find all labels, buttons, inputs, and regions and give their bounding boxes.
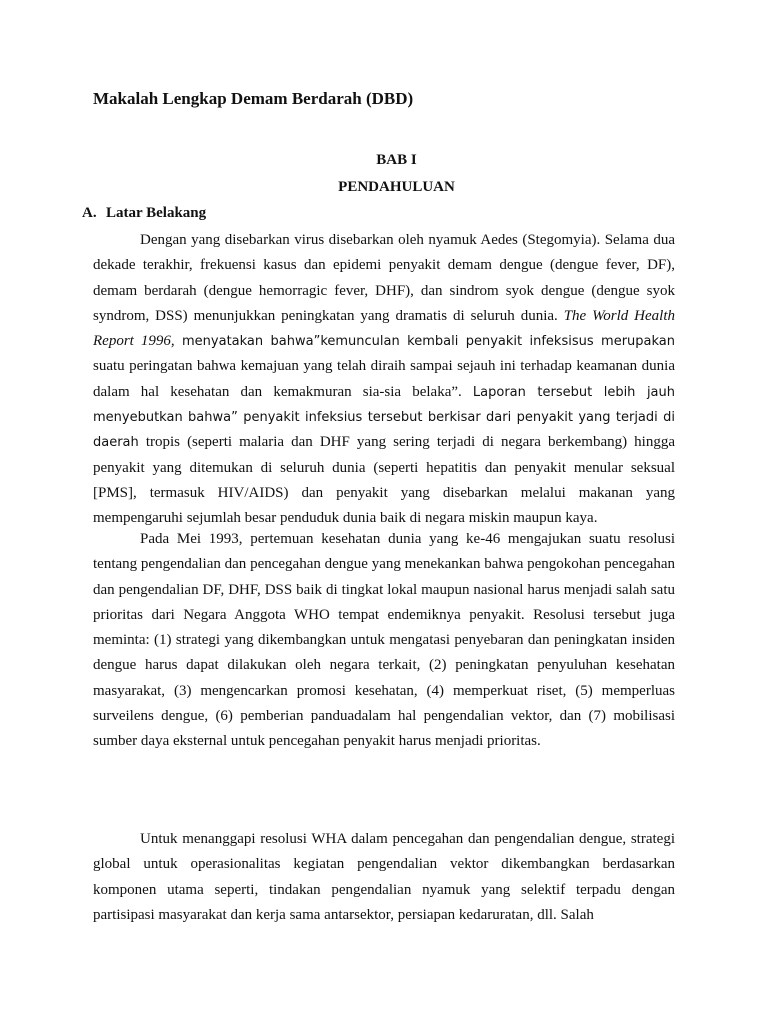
- chapter-number: BAB I: [376, 152, 417, 168]
- section-title: Latar Belakang: [106, 205, 207, 221]
- section-letter: A.: [82, 205, 97, 221]
- document-title: Makalah Lengkap Demam Berdarah (DBD): [93, 89, 414, 108]
- paragraph-1-part-c: menyatakan bahwa”kemunculan kembali penyakit infeksisus merupakan: [174, 334, 676, 350]
- paragraph-3: Untuk menanggapi resolusi WHA dalam pencegahan dan pengendalian dengue, strategi global untuk operasionalitas kegiatan pengendalian vektor dikembangkan berdasarkan komponen utama seperti, tindakan pengendalian nyamuk yang selektif terpadu dengan partisipasi masyarakat dan kerja sama antarsektor, persiapan kedaruratan, dll. Salah: [93, 831, 675, 923]
- paragraph-1-part-a: Dengan yang disebarkan virus disebarkan oleh nyamuk Aedes (Stegomyia). Selama dua dekade terakhir, frekuensi kasus dan epidemi penyakit demam dengue (dengue fever, DF), demam berdarah (dengue hemorragic fever, DHF), dan sindrom syok dengue (dengue syok syndrom, DSS) menunjukkan peningkatan yang dramatis di seluruh dunia.: [93, 232, 675, 324]
- paragraph-1-part-f: tropis (seperti malaria dan DHF yang sering terjadi di negara berkembang) hingga penyakit yang ditemukan di seluruh dunia (seperti hepatitis dan penyakit menular seksual [PMS], termasuk HIV/AIDS) dan penyakit yang disebarkan melalui makanan yang mempengaruhi sejumlah besar penduduk dunia baik di negara miskin maupun kaya.: [93, 434, 675, 527]
- paragraph-1-part-e: Laporan tersebut lebih jauh menyebutkan bahwa” penyakit infeksius tersebut berkisar dari penyakit yang terjadi di daerah: [93, 384, 675, 451]
- paragraph-1: [93, 228, 675, 532]
- paragraph-2: Pada Mei 1993, pertemuan kesehatan dunia yang ke-46 mengajukan suatu resolusi tentang pengendalian dan pencegahan dengue yang menekankan bahwa pengokohan pencegahan dan pengendalian DF, DHF, DSS baik di tingkat lokal maupun nasional harus menjadi salah satu prioritas dari Negara Anggota WHO tempat endemiknya penyakit. Resolusi tersebut juga meminta: (1) strategi yang dikembangkan untuk mengatasi penyebaran dan peningkatan insiden dengue harus dapat dilakukan oleh negara terkait, (2) peningkatan penyuluhan kesehatan masyarakat, (3) mengencarkan promosi kesehatan, (4) memperkuat riset, (5) memperluas surveilens dengue, (6) pemberian panduadalam hal pengendalian vektor, dan (7) mobilisasi sumber daya eksternal untuk pencegahan penyakit harus menjadi prioritas.: [93, 531, 675, 750]
- report-title: The World Health Report 1996,: [93, 307, 675, 350]
- chapter-title: PENDAHULUAN: [338, 179, 455, 195]
- paragraph-1-part-d: suatu peringatan bahwa kemajuan yang telah diraih sampai sejauh ini terhadap keamanan dunia dalam hal kesehatan dan kemakmuran sia-sia belaka”.: [93, 358, 675, 400]
- section-heading: [82, 205, 206, 222]
